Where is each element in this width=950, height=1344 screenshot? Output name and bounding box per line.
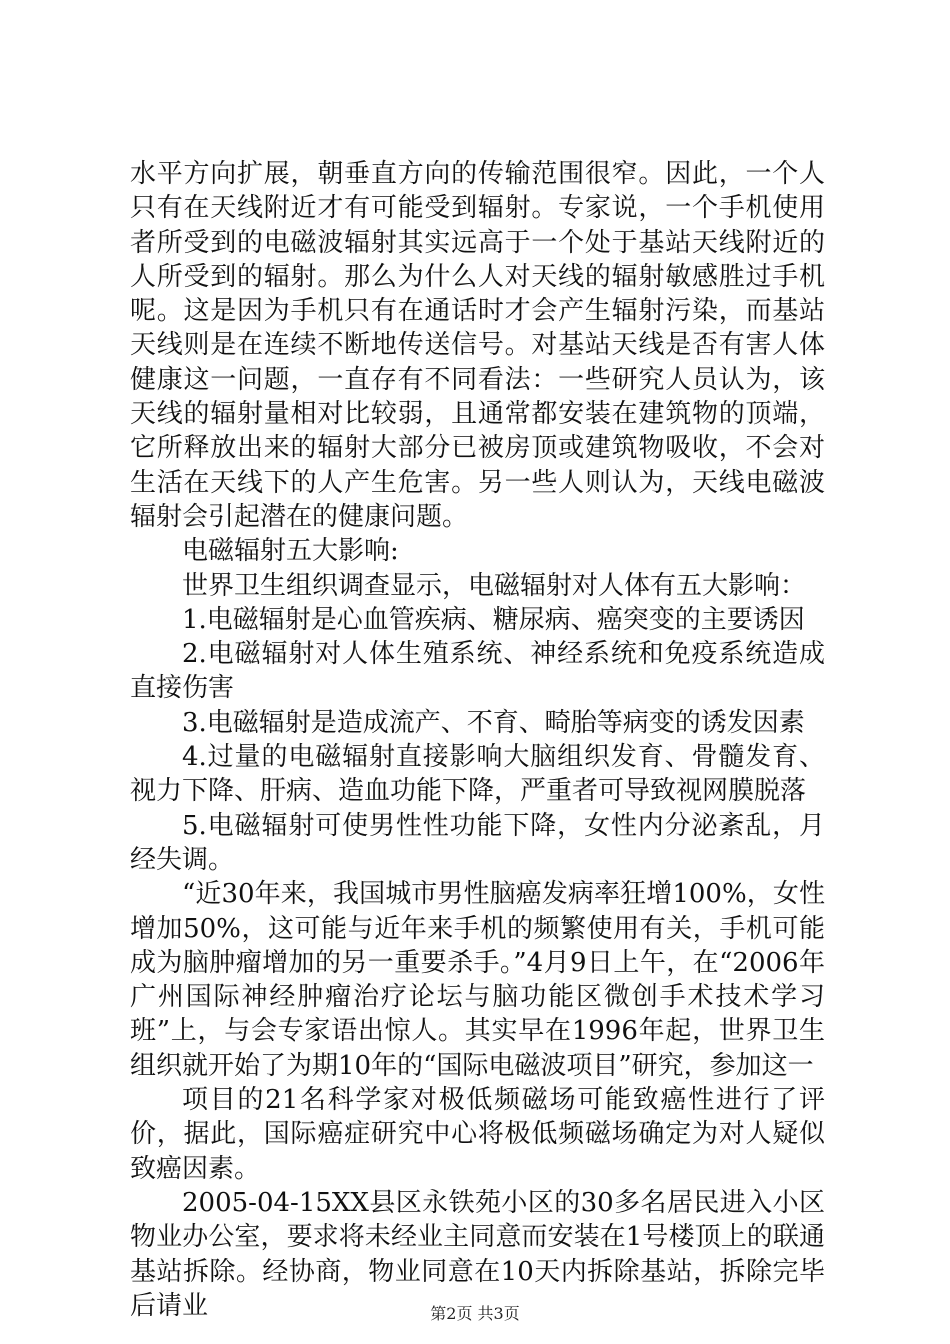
- document-body: [130, 157, 825, 1323]
- paragraph: 5.电磁辐射可使男性性功能下降，女性内分泌紊乱，月经失调。: [130, 810, 825, 875]
- paragraph: 项目的21名科学家对极低频磁场可能致癌性进行了评价，据此，国际癌症研究中心将极低频磁场确定为对人疑似致癌因素。: [130, 1085, 825, 1184]
- page-footer: 第2页 共3页: [430, 1304, 520, 1323]
- paragraph: 世界卫生组织调查显示，电磁辐射对人体有五大影响：: [182, 570, 807, 601]
- paragraph: 2.电磁辐射对人体生殖系统、神经系统和免疫系统造成直接伤害: [130, 639, 825, 704]
- paragraph: “近30年来，我国城市男性脑癌发病率狂增100%，女性增加50%，这可能与近年来手机的频繁使用有关，手机可能成为脑肿瘤增加的另一重要杀手。”4月9日上午，在“2006年广州国际神经肿瘤治疗论坛与脑功能区微创手术技术学习班”上，与会专家语出惊人。其实早在1996年起，世界卫生组织就开始了为期10年的“国际电磁波项目”研究，参加这一: [130, 879, 825, 1081]
- paragraph: 4.过量的电磁辐射直接影响大脑组织发育、骨髓发育、视力下降、肝病、造血功能下降，严重者可导致视网膜脱落: [130, 742, 825, 807]
- paragraph: 2005-04-15XX县区永铁苑小区的30多名居民进入小区物业办公室，要求将未经业主同意而安装在1号楼顶上的联通基站拆除。经协商，物业同意在10天内拆除基站，拆除完毕后请业: [130, 1187, 825, 1321]
- paragraph: 水平方向扩展，朝垂直方向的传输范围很窄。因此，一个人只有在天线附近才有可能受到辐射。专家说，一个手机使用者所受到的电磁波辐射其实远高于一个处于基站天线附近的人所受到的辐射。那么为什么人对天线的辐射敏感胜过手机呢。这是因为手机只有在通话时才会产生辐射污染，而基站天线则是在连续不断地传送信号。对基站天线是否有害人体健康这一问题，一直存有不同看法：一些研究人员认为，该天线的辐射量相对比较弱，且通常都安装在建筑物的顶端，它所释放出来的辐射大部分已被房顶或建筑物吸收，不会对生活在天线下的人产生危害。另一些人则认为，天线电磁波辐射会引起潜在的健康问题。: [130, 159, 825, 532]
- paragraph: 3.电磁辐射是造成流产、不育、畸胎等病变的诱发因素: [182, 707, 805, 738]
- paragraph: 电磁辐射五大影响:: [182, 536, 399, 567]
- paragraph: 1.电磁辐射是心血管疾病、糖尿病、癌突变的主要诱因: [182, 604, 805, 635]
